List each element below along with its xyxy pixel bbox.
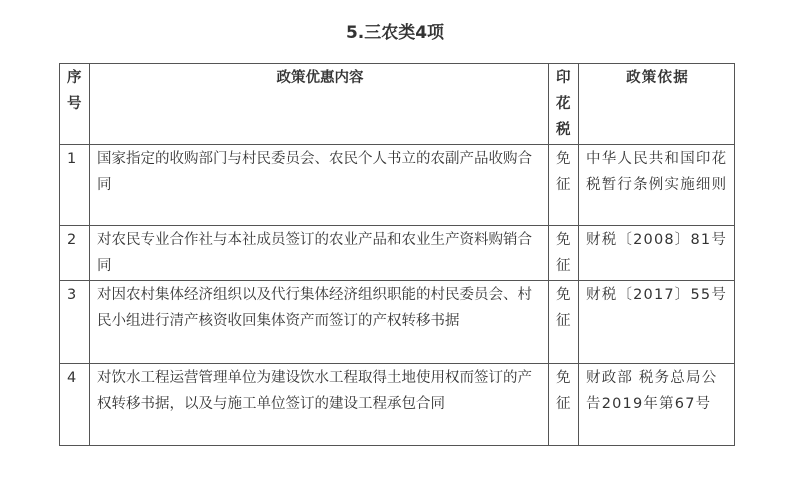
row-content: 对因农村集体经济组织以及代行集体经济组织职能的村民委员会、村民小组进行清产核资收回集体资产而签订的产权转移书据 xyxy=(90,281,549,364)
row-content: 国家指定的收购部门与村民委员会、农民个人书立的农副产品收购合同 xyxy=(90,145,549,226)
table-header-row xyxy=(60,64,735,145)
row-basis: 财政部 税务总局公告2019年第67号 xyxy=(579,364,735,446)
row-tax: 免征 xyxy=(549,364,579,446)
row-no: 1 xyxy=(60,145,90,226)
header-no: 序号 xyxy=(60,64,90,145)
row-tax: 免征 xyxy=(549,145,579,226)
table-row xyxy=(60,281,735,364)
row-basis: 财税〔2008〕81号 xyxy=(579,226,735,281)
page-title: 5.三农类4项 xyxy=(345,23,445,43)
row-tax: 免征 xyxy=(549,226,579,281)
header-content: 政策优惠内容 xyxy=(90,64,549,145)
row-no: 2 xyxy=(60,226,90,281)
row-content: 对农民专业合作社与本社成员签订的农业产品和农业生产资料购销合同 xyxy=(90,226,549,281)
row-no: 3 xyxy=(60,281,90,364)
row-tax: 免征 xyxy=(549,281,579,364)
table-row xyxy=(60,364,735,446)
row-content: 对饮水工程运营管理单位为建设饮水工程取得土地使用权而签订的产权转移书据，以及与施工单位签订的建设工程承包合同 xyxy=(90,364,549,446)
table-row xyxy=(60,145,735,226)
header-basis: 政策依据 xyxy=(579,64,735,145)
row-basis: 财税〔2017〕55号 xyxy=(579,281,735,364)
row-no: 4 xyxy=(60,364,90,446)
policy-table xyxy=(59,63,735,446)
row-basis: 中华人民共和国印花税暂行条例实施细则 xyxy=(579,145,735,226)
header-stamp-tax: 印花税 xyxy=(549,64,579,145)
table-row xyxy=(60,226,735,281)
